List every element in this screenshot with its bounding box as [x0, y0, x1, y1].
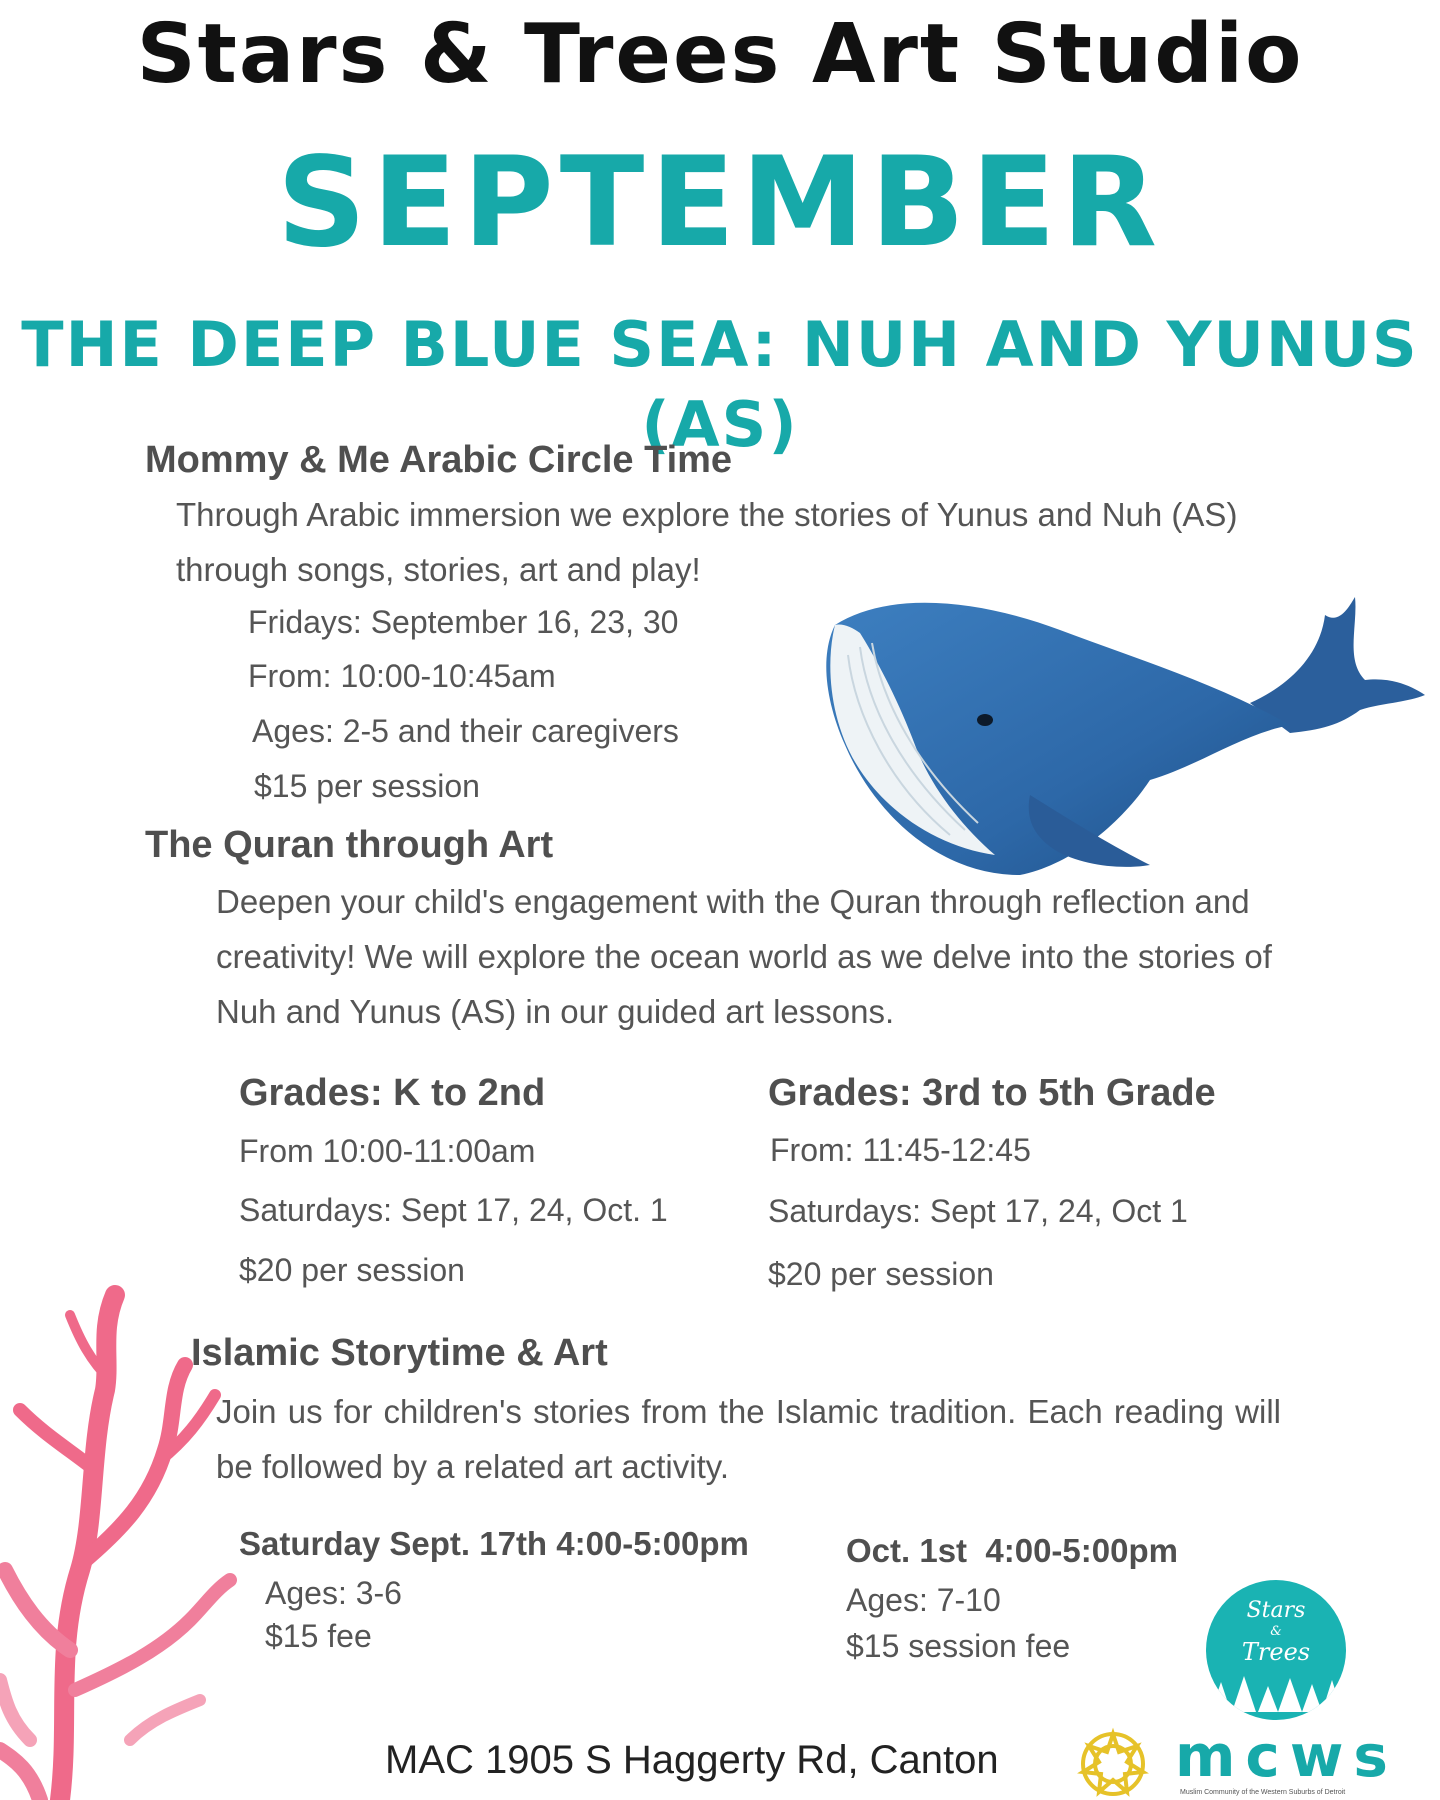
storytime-session-1-fee: $15 fee	[265, 1618, 372, 1654]
storytime-session-2-fee: $15 session fee	[846, 1628, 1071, 1664]
mcws-tagline: Muslim Community of the Western Suburbs of Detroit	[1180, 1789, 1346, 1796]
whale-illustration	[820, 585, 1430, 885]
mcws-logo-text: mcws	[1175, 1722, 1398, 1790]
quran-art-description: Deepen your child's engagement with the Quran through reflection and creativity! We will explore the ocean world as we delve into the stories of Nuh and Yunus (AS) in our guided art lessons.	[216, 883, 1272, 1030]
group-2-days: Saturdays: Sept 17, 24, Oct 1	[768, 1193, 1188, 1229]
mommy-me-time: From: 10:00-10:45am	[248, 658, 556, 694]
storytime-description: Join us for children's stories from the Islamic tradition. Each reading will be followed by a related art activity.	[216, 1393, 1281, 1485]
storytime-session-2-when: Oct. 1st 4:00-5:00pm	[846, 1532, 1178, 1569]
address: MAC 1905 S Haggerty Rd, Canton	[385, 1738, 999, 1782]
logo-line-3: Trees	[1241, 1638, 1311, 1666]
mommy-me-ages: Ages: 2-5 and their caregivers	[252, 713, 679, 749]
mommy-me-description: Through Arabic immersion we explore the stories of Yunus and Nuh (AS) through songs, stories, art and play!	[176, 496, 1238, 588]
trees-icon	[1206, 1672, 1346, 1720]
storytime-session-2-ages: Ages: 7-10	[846, 1582, 1001, 1618]
group-1-price: $20 per session	[239, 1252, 465, 1288]
mommy-me-heading: Mommy & Me Arabic Circle Time	[145, 439, 733, 481]
mommy-me-price: $15 per session	[254, 768, 480, 804]
group-2-price: $20 per session	[768, 1256, 994, 1292]
storytime-session-1-ages: Ages: 3-6	[265, 1575, 402, 1611]
mommy-me-days: Fridays: September 16, 23, 30	[248, 604, 679, 640]
logo-line-2: &	[1270, 1624, 1282, 1639]
group-1-time: From 10:00-11:00am	[239, 1133, 536, 1169]
group-1-title: Grades: K to 2nd	[239, 1072, 546, 1114]
stars-trees-logo	[1206, 1580, 1346, 1720]
group-2-time: From: 11:45-12:45	[770, 1132, 1031, 1168]
theme-title: THE DEEP BLUE SEA: NUH AND YUNUS (AS)	[21, 308, 1419, 461]
logo-line-1: Stars	[1246, 1598, 1306, 1623]
group-2-title: Grades: 3rd to 5th Grade	[768, 1072, 1216, 1114]
storytime-session-1-when: Saturday Sept. 17th 4:00-5:00pm	[239, 1525, 749, 1562]
group-1-days: Saturdays: Sept 17, 24, Oct. 1	[239, 1192, 668, 1228]
quran-art-heading: The Quran through Art	[145, 824, 554, 866]
storytime-heading: Islamic Storytime & Art	[191, 1332, 608, 1374]
studio-title: Stars & Trees Art Studio	[136, 7, 1304, 102]
month-title: SEPTEMBER	[276, 131, 1164, 275]
mcws-emblem-icon	[1073, 1726, 1153, 1800]
